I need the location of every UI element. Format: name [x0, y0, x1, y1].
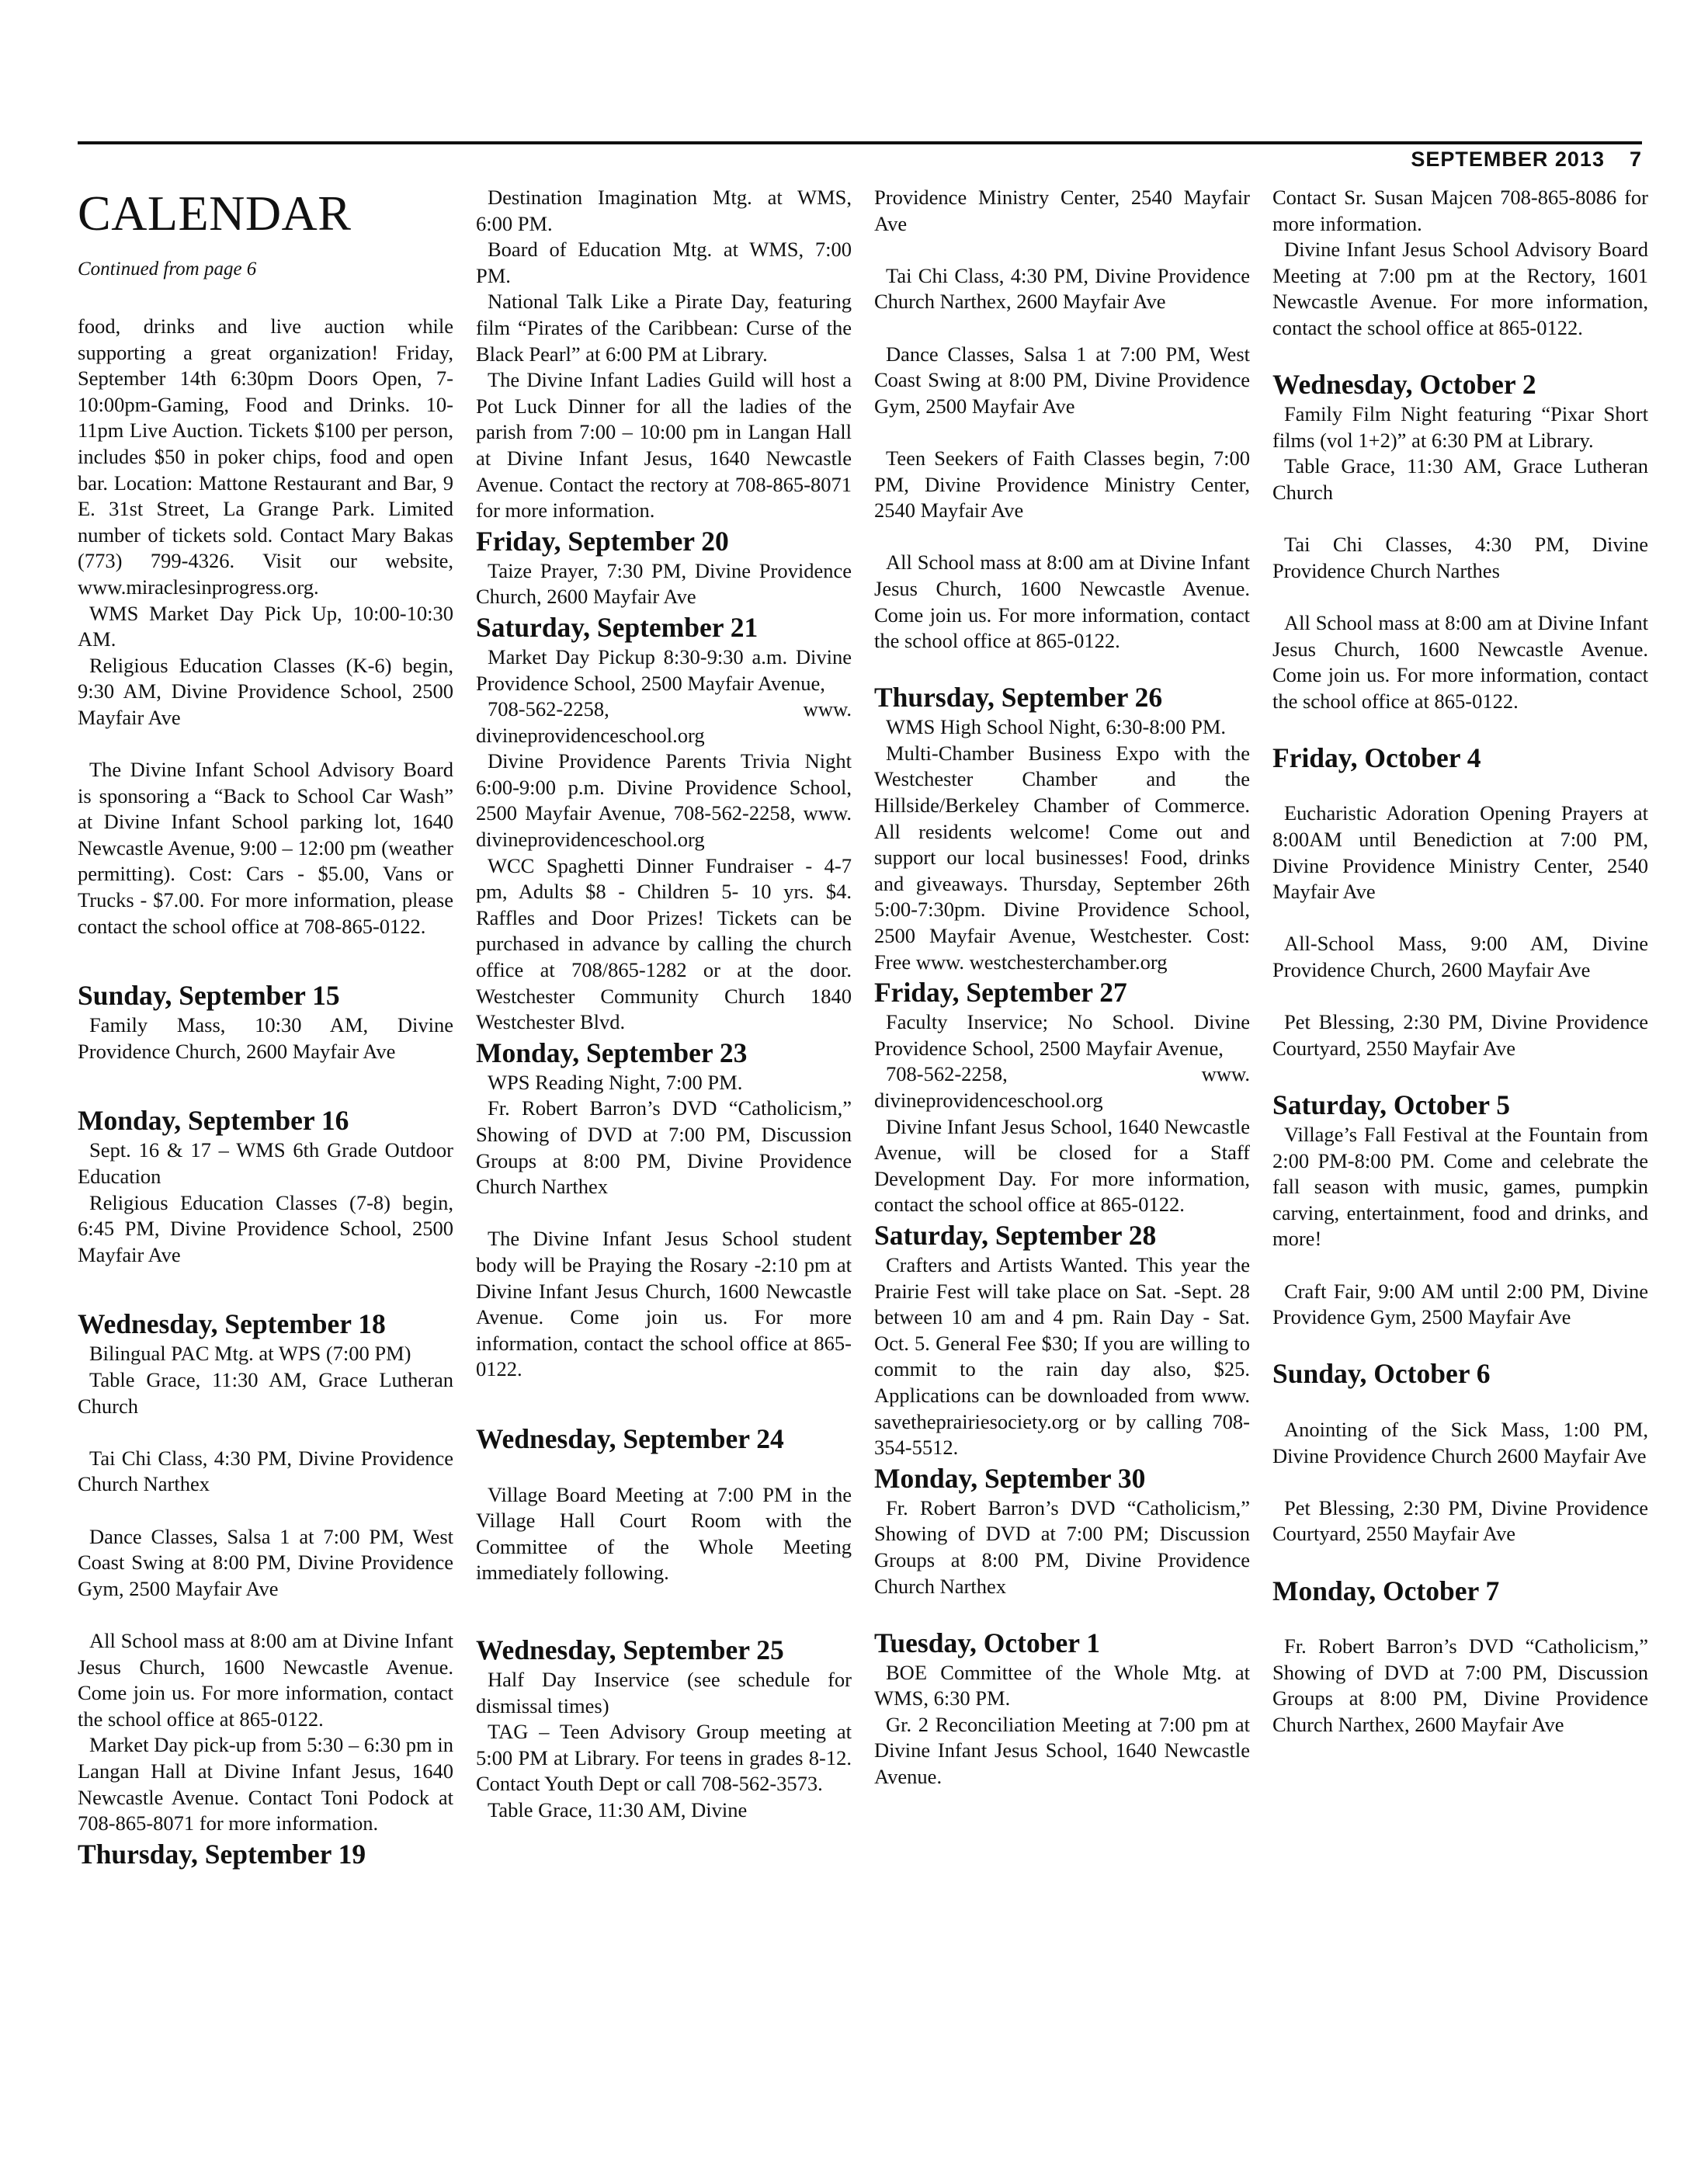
event-text: Fr. Robert Barron’s DVD “Catholicism,” Showing of DVD at 7:00 PM; Discussion Groups at 8:00 PM, Divine Providence Church Narthex: [874, 1495, 1250, 1598]
event-text: Divine Infant Jesus School, 1640 Newcastle Avenue, will be closed for a Staff Development Day. For more information, contact the school office at 865-0122.: [874, 1114, 1250, 1217]
event-text: Market Day pick-up from 5:30 – 6:30 pm in Langan Hall at Divine Infant Jesus, 1640 Newcastle Avenue. Contact Toni Podock at 708-865-8071 for more information.: [78, 1733, 453, 1835]
header-rule: [78, 141, 1642, 144]
date-heading: Saturday, September 28: [874, 1219, 1157, 1251]
event-text: The Divine Infant School Advisory Board is sponsoring a “Back to School Car Wash” at Divine Infant School parking lot, 1640 Newcastle Avenue, 9:00 – 12:00 pm (weather permitting). Cost: Cars - $5.00, Vans or Trucks - $7.00. For more information, please contact the school office at 708-865-0122.: [78, 758, 453, 938]
page-title: CALENDAR: [78, 186, 352, 241]
event-text: Family Film Night featuring “Pixar Short films (vol 1+2)” at 6:30 PM at Library.: [1272, 402, 1648, 452]
date-heading: Monday, September 23: [476, 1037, 748, 1068]
event-text: Fr. Robert Barron’s DVD “Catholicism,” Showing of DVD at 7:00 PM, Discussion Groups at 8:00 PM, Divine Providence Church Narthex: [476, 1096, 852, 1199]
event-text: 708-562-2258, www. divineprovidenceschool.org: [476, 697, 852, 747]
event-text: Family Mass, 10:30 AM, Divine Providence Church, 2600 Mayfair Ave: [78, 1013, 453, 1063]
event-text: BOE Committee of the Whole Mtg. at WMS, 6:30 PM.: [874, 1660, 1250, 1710]
date-heading: Wednesday, September 25: [476, 1634, 784, 1665]
event-text: Gr. 2 Reconciliation Meeting at 7:00 pm at Divine Infant Jesus School, 1640 Newcastle Avenue.: [874, 1712, 1250, 1789]
event-text: Tai Chi Classes, 4:30 PM, Divine Providence Church Narthes: [1272, 533, 1648, 582]
event-text: Dance Classes, Salsa 1 at 7:00 PM, West Coast Swing at 8:00 PM, Divine Providence Gym, 2500 Mayfair Ave: [874, 342, 1250, 418]
page-header: [78, 148, 1642, 172]
event-text: Table Grace, 11:30 AM, Grace Lutheran Church: [1272, 454, 1648, 504]
date-heading: Tuesday, October 1: [874, 1627, 1100, 1658]
date-heading: Friday, September 27: [874, 977, 1127, 1009]
event-text: Village’s Fall Festival at the Fountain from 2:00 PM-8:00 PM. Come and celebrate the fall season with music, games, pumpkin carving, entertainment, food and drinks, and more!: [1272, 1123, 1648, 1251]
date-heading: Saturday, September 21: [476, 611, 759, 643]
date-heading: Saturday, October 5: [1272, 1089, 1511, 1120]
column-2: [476, 185, 852, 1823]
event-text: WPS Reading Night, 7:00 PM.: [488, 1070, 743, 1094]
date-heading: Monday, October 7: [1272, 1575, 1500, 1606]
event-text: Half Day Inservice (see schedule for dismissal times): [476, 1667, 852, 1717]
page-number: 7: [1629, 148, 1642, 171]
event-text: Providence Ministry Center, 2540 Mayfair Ave: [874, 186, 1250, 235]
column-4: [1272, 185, 1648, 1738]
issue-date: SEPTEMBER 2013: [1411, 148, 1605, 171]
event-text: Multi-Chamber Business Expo with the Westchester Chamber and the Hillside/Berkeley Chamber of Commerce. All residents welcome! Come out and support our local businesses! Food, drinks and giveaways. Thursday, September 26th 5:00-7:30pm. Divine Providence School, 2500 Mayfair Avenue, Westchester. Cost: Free www. westchesterchamber.org: [874, 741, 1250, 974]
event-text: Bilingual PAC Mtg. at WPS (7:00 PM): [89, 1342, 411, 1366]
event-text: Divine Infant Jesus School Advisory Board Meeting at 7:00 pm at the Rectory, 1601 Newcastle Avenue. For more information, contact the school office at 865-0122.: [1272, 238, 1648, 339]
event-text: WCC Spaghetti Dinner Fundraiser - 4-7 pm, Adults $8 - Children 5- 10 yrs. $4. Raffles and Door Prizes! Tickets can be purchased in advance by calling the church office at 708/865-1282 or at the door. Westchester Community Church 1840 Westchester Blvd.: [476, 853, 852, 1034]
event-text: Dance Classes, Salsa 1 at 7:00 PM, West Coast Swing at 8:00 PM, Divine Providence Gym, 2500 Mayfair Ave: [78, 1524, 453, 1600]
date-heading: Friday, October 4: [1272, 741, 1481, 773]
event-text: Eucharistic Adoration Opening Prayers at 8:00AM until Benediction at 7:00 PM, Divine Providence Ministry Center, 2540 Mayfair Ave: [1272, 801, 1648, 904]
event-text: Table Grace, 11:30 AM, Divine: [488, 1797, 748, 1822]
event-text: All School mass at 8:00 am at Divine Infant Jesus Church, 1600 Newcastle Avenue. Come join us. For more information, contact the school office at 865-0122.: [874, 550, 1250, 653]
event-text: All School mass at 8:00 am at Divine Infant Jesus Church, 1600 Newcastle Avenue. Come join us. For more information, contact the school office at 865-0122.: [78, 1628, 453, 1731]
event-text: Market Day Pickup 8:30-9:30 a.m. Divine Providence School, 2500 Mayfair Avenue,: [476, 644, 852, 695]
event-text: Taize Prayer, 7:30 PM, Divine Providence Church, 2600 Mayfair Ave: [476, 558, 852, 609]
date-heading: Monday, September 30: [874, 1462, 1146, 1494]
column-3: [874, 185, 1250, 1790]
event-text: Fr. Robert Barron’s DVD “Catholicism,” Showing of DVD at 7:00 PM, Discussion Groups at 8:00 PM, Divine Providence Church Narthex, 2600 Mayfair Ave: [1272, 1634, 1648, 1736]
event-text: All-School Mass, 9:00 AM, Divine Providence Church, 2600 Mayfair Ave: [1272, 932, 1648, 982]
date-heading: Wednesday, October 2: [1272, 369, 1536, 401]
event-text: Tai Chi Class, 4:30 PM, Divine Providence Church Narthex: [78, 1446, 453, 1496]
event-text: TAG – Teen Advisory Group meeting at 5:00 PM at Library. For teens in grades 8-12. Contact Youth Dept or call 708-562-3573.: [476, 1720, 852, 1796]
date-heading: Sunday, September 15: [78, 980, 340, 1012]
event-text: Sept. 16 & 17 – WMS 6th Grade Outdoor Education: [78, 1138, 453, 1189]
event-text: Religious Education Classes (7-8) begin, 6:45 PM, Divine Providence School, 2500 Mayfair Ave: [78, 1190, 453, 1266]
event-text: Religious Education Classes (K-6) begin, 9:30 AM, Divine Providence School, 2500 Mayfair Ave: [78, 653, 453, 729]
date-heading: Wednesday, September 24: [476, 1422, 784, 1454]
event-text: Pet Blessing, 2:30 PM, Divine Providence Courtyard, 2550 Mayfair Ave: [1272, 1010, 1648, 1060]
event-text: All School mass at 8:00 am at Divine Infant Jesus Church, 1600 Newcastle Avenue. Come join us. For more information, contact the school office at 865-0122.: [1272, 610, 1648, 713]
event-text: food, drinks and live auction while supporting a great organization! Friday, September 14th 6:30pm Doors Open, 7-10:00pm-Gaming, Food and Drinks. 10-11pm Live Auction. Tickets $100 per person, includes $50 in poker chips, food and open bar. Location: Mattone Restaurant and Bar, 9 E. 31st Street, La Grange Park. Limited number of tickets sold. Contact Mary Bakas (773) 799-4326. Visit our website, www.miraclesinprogress.org.: [78, 314, 453, 599]
date-heading: Wednesday, September 18: [78, 1308, 386, 1340]
event-text: WMS Market Day Pick Up, 10:00-10:30 AM.: [78, 601, 453, 651]
event-text: Tai Chi Class, 4:30 PM, Divine Providence Church Narthex, 2600 Mayfair Ave: [874, 263, 1250, 314]
event-text: Craft Fair, 9:00 AM until 2:00 PM, Divine Providence Gym, 2500 Mayfair Ave: [1272, 1279, 1648, 1329]
event-text: The Divine Infant Ladies Guild will host a Pot Luck Dinner for all the ladies of the parish from 7:00 – 10:00 pm in Langan Hall at Divine Infant Jesus, 1640 Newcastle Avenue. Contact the rectory at 708-865-8071 for more information.: [476, 368, 852, 523]
event-text: Destination Imagination Mtg. at WMS, 6:00 PM.: [476, 186, 852, 235]
event-text: Anointing of the Sick Mass, 1:00 PM, Divine Providence Church 2600 Mayfair Ave: [1272, 1417, 1648, 1467]
continued-note: Continued from page 6: [78, 259, 257, 280]
event-text: Crafters and Artists Wanted. This year the Prairie Fest will take place on Sat. -Sept. 28 between 10 am and 4 pm. Rain Day - Sat. Oct. 5. General Fee $30; If you are willing to commit to the rain day also, $25. Applications can be downloaded from www. savetheprairiesociety.org or by calling 708-354-5512.: [874, 1252, 1250, 1460]
event-text: The Divine Infant Jesus School student body will be Praying the Rosary -2:10 pm at Divine Infant Jesus Church, 1600 Newcastle Avenue. Come join us. For more information, contact the school office at 865-0122.: [476, 1227, 852, 1381]
date-heading: Thursday, September 26: [874, 682, 1163, 714]
event-text: Faculty Inservice; No School. Divine Providence School, 2500 Mayfair Avenue,: [874, 1010, 1250, 1060]
event-text: National Talk Like a Pirate Day, featuring film “Pirates of the Caribbean: Curse of the Black Pearl” at 6:00 PM at Library.: [476, 290, 852, 366]
date-heading: Friday, September 20: [476, 525, 729, 557]
event-text: Teen Seekers of Faith Classes begin, 7:00 PM, Divine Providence Ministry Center, 2540 Mayfair Ave: [874, 446, 1250, 523]
event-text: Village Board Meeting at 7:00 PM in the Village Hall Court Room with the Committee of the Whole Meeting immediately following.: [476, 1482, 852, 1585]
event-text: 708-562-2258, www. divineprovidenceschool.org: [874, 1062, 1250, 1112]
date-heading: Sunday, October 6: [1272, 1358, 1491, 1390]
event-text: Pet Blessing, 2:30 PM, Divine Providence Courtyard, 2550 Mayfair Ave: [1272, 1495, 1648, 1546]
event-text: WMS High School Night, 6:30-8:00 PM.: [886, 715, 1227, 739]
date-heading: Thursday, September 19: [78, 1838, 366, 1870]
event-text: Contact Sr. Susan Majcen 708-865-8086 for more information.: [1272, 186, 1648, 235]
date-heading: Monday, September 16: [78, 1105, 349, 1137]
event-text: Divine Providence Parents Trivia Night 6:00-9:00 p.m. Divine Providence School, 2500 Mayfair Avenue, 708-562-2258, www. divineprovidenceschool.org: [476, 749, 852, 852]
event-text: Table Grace, 11:30 AM, Grace Lutheran Church: [78, 1368, 453, 1418]
column-1: [78, 185, 453, 1871]
event-text: Board of Education Mtg. at WMS, 7:00 PM.: [476, 238, 852, 287]
